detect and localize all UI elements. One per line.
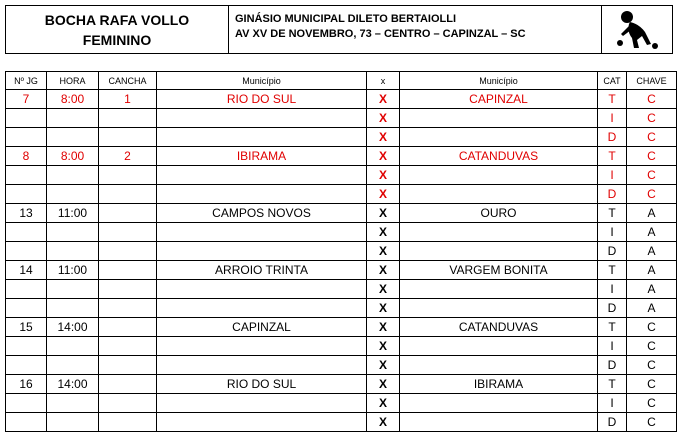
- cell-category: D: [598, 242, 627, 261]
- cell-versus-mark: X: [367, 204, 400, 223]
- cell-away-municipality: CATANDUVAS: [400, 318, 598, 337]
- cell-court: [99, 204, 157, 223]
- cell-versus-mark: X: [367, 337, 400, 356]
- cell-away-municipality: [400, 280, 598, 299]
- table-row: [6, 185, 677, 204]
- cell-category: D: [598, 413, 627, 432]
- table-row: [6, 394, 677, 413]
- cell-game-number: [6, 128, 47, 147]
- table-row: [6, 318, 677, 337]
- table-row: [6, 128, 677, 147]
- cell-category: I: [598, 109, 627, 128]
- cell-time: [47, 394, 99, 413]
- cell-home-municipality: ARROIO TRINTA: [157, 261, 367, 280]
- table-row: [6, 90, 677, 109]
- cell-time: 14:00: [47, 375, 99, 394]
- cell-court: [99, 109, 157, 128]
- cell-group: C: [627, 375, 677, 394]
- cell-game-number: [6, 242, 47, 261]
- cell-versus-mark: X: [367, 242, 400, 261]
- cell-away-municipality: [400, 109, 598, 128]
- cell-category: T: [598, 147, 627, 166]
- cell-versus-mark: X: [367, 356, 400, 375]
- table-row: [6, 375, 677, 394]
- event-title-line2: FEMININO: [82, 31, 152, 48]
- venue-name: GINÁSIO MUNICIPAL DILETO BERTAIOLLI: [235, 13, 457, 25]
- document-header: [5, 5, 673, 54]
- col-header-group: CHAVE: [627, 72, 677, 90]
- cell-game-number: [6, 185, 47, 204]
- cell-versus-mark: X: [367, 280, 400, 299]
- table-row: [6, 223, 677, 242]
- table-row: [6, 413, 677, 432]
- cell-home-municipality: [157, 394, 367, 413]
- cell-home-municipality: [157, 166, 367, 185]
- cell-game-number: [6, 413, 47, 432]
- cell-away-municipality: OURO: [400, 204, 598, 223]
- cell-home-municipality: IBIRAMA: [157, 147, 367, 166]
- cell-versus-mark: X: [367, 147, 400, 166]
- cell-court: [99, 318, 157, 337]
- cell-versus-mark: X: [367, 109, 400, 128]
- cell-game-number: [6, 299, 47, 318]
- cell-category: T: [598, 318, 627, 337]
- col-header-time: HORA: [47, 72, 99, 90]
- cell-time: [47, 166, 99, 185]
- table-row: [6, 261, 677, 280]
- cell-away-municipality: [400, 394, 598, 413]
- cell-away-municipality: [400, 299, 598, 318]
- cell-away-municipality: [400, 413, 598, 432]
- cell-time: 14:00: [47, 318, 99, 337]
- cell-versus-mark: X: [367, 128, 400, 147]
- cell-group: C: [627, 166, 677, 185]
- cell-group: C: [627, 90, 677, 109]
- cell-court: [99, 299, 157, 318]
- cell-group: C: [627, 413, 677, 432]
- cell-category: D: [598, 299, 627, 318]
- cell-game-number: 13: [6, 204, 47, 223]
- table-row: [6, 299, 677, 318]
- cell-group: C: [627, 128, 677, 147]
- bocce-player-icon: [602, 6, 672, 53]
- cell-group: C: [627, 147, 677, 166]
- cell-game-number: [6, 109, 47, 128]
- table-row: [6, 109, 677, 128]
- cell-category: I: [598, 223, 627, 242]
- cell-away-municipality: [400, 185, 598, 204]
- cell-game-number: 7: [6, 90, 47, 109]
- cell-home-municipality: [157, 337, 367, 356]
- cell-time: [47, 109, 99, 128]
- cell-court: [99, 280, 157, 299]
- col-header-home: Município: [157, 72, 367, 90]
- cell-versus-mark: X: [367, 413, 400, 432]
- cell-time: [47, 413, 99, 432]
- cell-home-municipality: [157, 242, 367, 261]
- table-row: [6, 337, 677, 356]
- cell-time: [47, 223, 99, 242]
- cell-versus-mark: X: [367, 375, 400, 394]
- cell-time: [47, 299, 99, 318]
- cell-home-municipality: [157, 185, 367, 204]
- cell-game-number: 15: [6, 318, 47, 337]
- cell-versus-mark: X: [367, 318, 400, 337]
- cell-category: D: [598, 356, 627, 375]
- cell-court: 1: [99, 90, 157, 109]
- cell-home-municipality: CAMPOS NOVOS: [157, 204, 367, 223]
- cell-court: [99, 223, 157, 242]
- cell-home-municipality: CAPINZAL: [157, 318, 367, 337]
- col-header-category: CAT: [598, 72, 627, 90]
- cell-away-municipality: CAPINZAL: [400, 90, 598, 109]
- cell-category: D: [598, 128, 627, 147]
- table-row: [6, 166, 677, 185]
- cell-time: [47, 356, 99, 375]
- cell-group: C: [627, 109, 677, 128]
- cell-group: A: [627, 223, 677, 242]
- cell-away-municipality: [400, 337, 598, 356]
- cell-group: A: [627, 261, 677, 280]
- col-header-court: CANCHA: [99, 72, 157, 90]
- cell-category: T: [598, 261, 627, 280]
- cell-away-municipality: [400, 166, 598, 185]
- cell-away-municipality: [400, 242, 598, 261]
- venue-address: AV XV DE NOVEMBRO, 73 – CENTRO – CAPINZAL – SC: [235, 28, 526, 40]
- col-header-game: Nº JG: [6, 72, 47, 90]
- cell-versus-mark: X: [367, 261, 400, 280]
- cell-game-number: 14: [6, 261, 47, 280]
- cell-group: A: [627, 242, 677, 261]
- cell-versus-mark: X: [367, 185, 400, 204]
- cell-home-municipality: RIO DO SUL: [157, 90, 367, 109]
- cell-category: T: [598, 375, 627, 394]
- schedule-table: [5, 71, 677, 432]
- cell-home-municipality: [157, 280, 367, 299]
- cell-time: 8:00: [47, 147, 99, 166]
- cell-away-municipality: [400, 128, 598, 147]
- cell-court: [99, 413, 157, 432]
- cell-versus-mark: X: [367, 223, 400, 242]
- cell-time: [47, 128, 99, 147]
- cell-game-number: [6, 394, 47, 413]
- event-title-line1: BOCHA RAFA VOLLO: [44, 11, 190, 28]
- cell-versus-mark: X: [367, 394, 400, 413]
- col-header-away: Município: [400, 72, 598, 90]
- table-header-row: [6, 72, 677, 90]
- cell-category: T: [598, 90, 627, 109]
- cell-game-number: [6, 337, 47, 356]
- cell-group: A: [627, 204, 677, 223]
- cell-away-municipality: IBIRAMA: [400, 375, 598, 394]
- cell-home-municipality: [157, 356, 367, 375]
- cell-group: A: [627, 280, 677, 299]
- cell-home-municipality: [157, 109, 367, 128]
- cell-category: D: [598, 185, 627, 204]
- cell-category: I: [598, 337, 627, 356]
- cell-group: C: [627, 394, 677, 413]
- cell-home-municipality: [157, 128, 367, 147]
- cell-away-municipality: VARGEM BONITA: [400, 261, 598, 280]
- cell-game-number: [6, 280, 47, 299]
- cell-court: [99, 356, 157, 375]
- cell-court: [99, 337, 157, 356]
- cell-away-municipality: [400, 223, 598, 242]
- cell-game-number: 16: [6, 375, 47, 394]
- cell-time: 11:00: [47, 261, 99, 280]
- col-header-versus: x: [367, 72, 400, 90]
- venue-info: [229, 6, 602, 53]
- cell-group: C: [627, 185, 677, 204]
- cell-time: 11:00: [47, 204, 99, 223]
- cell-group: C: [627, 318, 677, 337]
- cell-game-number: 8: [6, 147, 47, 166]
- table-row: [6, 147, 677, 166]
- cell-time: [47, 185, 99, 204]
- cell-category: I: [598, 166, 627, 185]
- schedule-body: [6, 90, 677, 432]
- cell-court: [99, 261, 157, 280]
- cell-group: C: [627, 356, 677, 375]
- cell-court: [99, 375, 157, 394]
- cell-time: [47, 242, 99, 261]
- cell-game-number: [6, 166, 47, 185]
- cell-away-municipality: CATANDUVAS: [400, 147, 598, 166]
- cell-home-municipality: RIO DO SUL: [157, 375, 367, 394]
- cell-time: 8:00: [47, 90, 99, 109]
- cell-home-municipality: [157, 223, 367, 242]
- cell-group: A: [627, 299, 677, 318]
- cell-versus-mark: X: [367, 299, 400, 318]
- cell-versus-mark: X: [367, 166, 400, 185]
- cell-away-municipality: [400, 356, 598, 375]
- cell-court: [99, 166, 157, 185]
- table-row: [6, 242, 677, 261]
- cell-court: [99, 242, 157, 261]
- cell-court: 2: [99, 147, 157, 166]
- table-row: [6, 280, 677, 299]
- cell-home-municipality: [157, 299, 367, 318]
- cell-time: [47, 280, 99, 299]
- cell-court: [99, 128, 157, 147]
- cell-court: [99, 185, 157, 204]
- cell-time: [47, 337, 99, 356]
- table-row: [6, 356, 677, 375]
- cell-versus-mark: X: [367, 90, 400, 109]
- event-title: [6, 6, 229, 53]
- table-row: [6, 204, 677, 223]
- cell-group: C: [627, 337, 677, 356]
- cell-category: I: [598, 394, 627, 413]
- cell-game-number: [6, 223, 47, 242]
- cell-category: I: [598, 280, 627, 299]
- cell-game-number: [6, 356, 47, 375]
- cell-home-municipality: [157, 413, 367, 432]
- cell-category: T: [598, 204, 627, 223]
- cell-court: [99, 394, 157, 413]
